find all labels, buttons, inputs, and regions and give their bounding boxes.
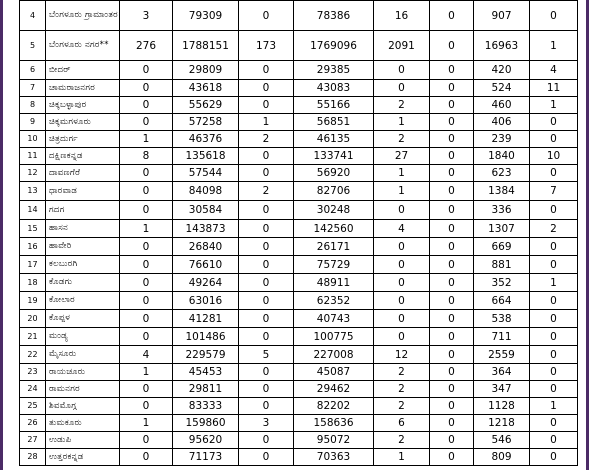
- col-1-cell: 4: [120, 346, 173, 364]
- col-5-cell: 12: [374, 346, 430, 364]
- col-7-cell: 336: [474, 201, 530, 220]
- district-name-cell: ಬೆಂಗಳೂರು ನಗರ**: [46, 31, 120, 61]
- col-4-cell: 29385: [294, 61, 374, 80]
- col-6-cell: 0: [430, 148, 474, 165]
- col-2-cell: 101486: [173, 328, 239, 346]
- col-3-cell: 0: [239, 165, 294, 182]
- col-3-cell: 0: [239, 80, 294, 97]
- sl-no-cell: 24: [20, 381, 46, 398]
- col-2-cell: 76610: [173, 256, 239, 274]
- col-7-cell: 669: [474, 238, 530, 256]
- col-1-cell: 0: [120, 274, 173, 292]
- col-5-cell: 0: [374, 310, 430, 328]
- district-name-cell: ಕೊಪ್ಪಳ: [46, 310, 120, 328]
- district-name-cell: ಮೈಸೂರು: [46, 346, 120, 364]
- table-row: [20, 398, 578, 415]
- col-3-cell: 0: [239, 148, 294, 165]
- sl-no-cell: 17: [20, 256, 46, 274]
- col-5-cell: 0: [374, 238, 430, 256]
- col-1-cell: 8: [120, 148, 173, 165]
- col-6-cell: 0: [430, 328, 474, 346]
- col-3-cell: 0: [239, 61, 294, 80]
- sl-no-cell: 18: [20, 274, 46, 292]
- col-4-cell: 56920: [294, 165, 374, 182]
- table-row: [20, 182, 578, 201]
- col-6-cell: 0: [430, 182, 474, 201]
- col-8-cell: 0: [530, 346, 578, 364]
- col-1-cell: 0: [120, 61, 173, 80]
- col-1-cell: 0: [120, 114, 173, 131]
- col-3-cell: 3: [239, 415, 294, 432]
- sl-no-cell: 6: [20, 61, 46, 80]
- col-4-cell: 29462: [294, 381, 374, 398]
- district-name-cell: ಹಾವೇರಿ: [46, 238, 120, 256]
- table-row: [20, 80, 578, 97]
- col-8-cell: 0: [530, 238, 578, 256]
- col-2-cell: 95620: [173, 432, 239, 449]
- col-7-cell: 16963: [474, 31, 530, 61]
- col-5-cell: 2: [374, 381, 430, 398]
- table-row: [20, 346, 578, 364]
- right-border-bar: [586, 0, 589, 470]
- col-2-cell: 63016: [173, 292, 239, 310]
- col-8-cell: 0: [530, 1, 578, 31]
- sl-no-cell: 16: [20, 238, 46, 256]
- table-body: [20, 1, 578, 466]
- col-8-cell: 1: [530, 97, 578, 114]
- district-name-cell: ದಾವಣಗೆರೆ: [46, 165, 120, 182]
- col-2-cell: 26840: [173, 238, 239, 256]
- col-7-cell: 1384: [474, 182, 530, 201]
- district-name-cell: ಕೊಡಗು: [46, 274, 120, 292]
- district-name-cell: ಧಾರವಾಡ: [46, 182, 120, 201]
- col-5-cell: 0: [374, 256, 430, 274]
- table-row: [20, 274, 578, 292]
- sl-no-cell: 20: [20, 310, 46, 328]
- col-4-cell: 1769096: [294, 31, 374, 61]
- col-1-cell: 0: [120, 238, 173, 256]
- col-2-cell: 143873: [173, 220, 239, 238]
- col-5-cell: 0: [374, 61, 430, 80]
- col-3-cell: 0: [239, 432, 294, 449]
- col-4-cell: 45087: [294, 364, 374, 381]
- col-7-cell: 623: [474, 165, 530, 182]
- col-3-cell: 0: [239, 449, 294, 466]
- col-2-cell: 1788151: [173, 31, 239, 61]
- col-1-cell: 0: [120, 310, 173, 328]
- col-7-cell: 1128: [474, 398, 530, 415]
- col-8-cell: 7: [530, 182, 578, 201]
- col-2-cell: 29811: [173, 381, 239, 398]
- col-4-cell: 43083: [294, 80, 374, 97]
- table-row: [20, 292, 578, 310]
- district-name-cell: ಗದಗ: [46, 201, 120, 220]
- col-7-cell: 364: [474, 364, 530, 381]
- col-7-cell: 524: [474, 80, 530, 97]
- col-6-cell: 0: [430, 165, 474, 182]
- district-name-cell: ರಾಯಚೂರು: [46, 364, 120, 381]
- col-6-cell: 0: [430, 201, 474, 220]
- district-name-cell: ಮಂಡ್ಯ: [46, 328, 120, 346]
- col-7-cell: 2559: [474, 346, 530, 364]
- col-6-cell: 0: [430, 61, 474, 80]
- col-6-cell: 0: [430, 432, 474, 449]
- col-7-cell: 538: [474, 310, 530, 328]
- sl-no-cell: 12: [20, 165, 46, 182]
- col-8-cell: 0: [530, 310, 578, 328]
- district-name-cell: ಬೆಂಗಳೂರು ಗ್ರಾಮಾಂತರ: [46, 1, 120, 31]
- col-5-cell: 4: [374, 220, 430, 238]
- col-1-cell: 3: [120, 1, 173, 31]
- col-4-cell: 40743: [294, 310, 374, 328]
- col-1-cell: 0: [120, 80, 173, 97]
- col-3-cell: 0: [239, 364, 294, 381]
- district-name-cell: ಚಿಕ್ಕಮಗಳೂರು: [46, 114, 120, 131]
- col-3-cell: 0: [239, 381, 294, 398]
- col-8-cell: 0: [530, 432, 578, 449]
- col-4-cell: 158636: [294, 415, 374, 432]
- sl-no-cell: 8: [20, 97, 46, 114]
- col-6-cell: 0: [430, 131, 474, 148]
- col-1-cell: 0: [120, 256, 173, 274]
- district-name-cell: ಕಲಬುರಗಿ: [46, 256, 120, 274]
- col-2-cell: 57258: [173, 114, 239, 131]
- col-5-cell: 1: [374, 114, 430, 131]
- col-8-cell: 0: [530, 415, 578, 432]
- col-6-cell: 0: [430, 364, 474, 381]
- sl-no-cell: 9: [20, 114, 46, 131]
- col-6-cell: 0: [430, 346, 474, 364]
- col-8-cell: 10: [530, 148, 578, 165]
- col-5-cell: 2: [374, 97, 430, 114]
- col-6-cell: 0: [430, 381, 474, 398]
- district-name-cell: ದಕ್ಷಿಣಕನ್ನಡ: [46, 148, 120, 165]
- col-6-cell: 0: [430, 449, 474, 466]
- sl-no-cell: 27: [20, 432, 46, 449]
- col-5-cell: 1: [374, 449, 430, 466]
- col-7-cell: 1218: [474, 415, 530, 432]
- col-4-cell: 55166: [294, 97, 374, 114]
- col-1-cell: 1: [120, 364, 173, 381]
- sl-no-cell: 15: [20, 220, 46, 238]
- col-4-cell: 26171: [294, 238, 374, 256]
- table-row: [20, 238, 578, 256]
- table-row: [20, 114, 578, 131]
- col-7-cell: 881: [474, 256, 530, 274]
- col-6-cell: 0: [430, 292, 474, 310]
- col-4-cell: 133741: [294, 148, 374, 165]
- col-4-cell: 78386: [294, 1, 374, 31]
- col-5-cell: 2: [374, 432, 430, 449]
- col-7-cell: 406: [474, 114, 530, 131]
- col-6-cell: 0: [430, 31, 474, 61]
- col-4-cell: 56851: [294, 114, 374, 131]
- col-2-cell: 45453: [173, 364, 239, 381]
- col-4-cell: 75729: [294, 256, 374, 274]
- col-5-cell: 27: [374, 148, 430, 165]
- col-2-cell: 49264: [173, 274, 239, 292]
- col-5-cell: 0: [374, 292, 430, 310]
- col-5-cell: 0: [374, 274, 430, 292]
- col-2-cell: 135618: [173, 148, 239, 165]
- col-1-cell: 0: [120, 449, 173, 466]
- table-row: [20, 165, 578, 182]
- sl-no-cell: 26: [20, 415, 46, 432]
- col-7-cell: 239: [474, 131, 530, 148]
- table-row: [20, 328, 578, 346]
- col-1-cell: 0: [120, 381, 173, 398]
- col-3-cell: 0: [239, 256, 294, 274]
- col-2-cell: 71173: [173, 449, 239, 466]
- col-1-cell: 0: [120, 165, 173, 182]
- col-4-cell: 227008: [294, 346, 374, 364]
- table-row: [20, 131, 578, 148]
- col-3-cell: 0: [239, 97, 294, 114]
- sl-no-cell: 23: [20, 364, 46, 381]
- table-row: [20, 310, 578, 328]
- district-covid-table: [19, 0, 578, 466]
- col-7-cell: 711: [474, 328, 530, 346]
- col-7-cell: 664: [474, 292, 530, 310]
- col-3-cell: 0: [239, 238, 294, 256]
- col-8-cell: 1: [530, 398, 578, 415]
- col-8-cell: 0: [530, 364, 578, 381]
- col-6-cell: 0: [430, 398, 474, 415]
- col-4-cell: 48911: [294, 274, 374, 292]
- col-4-cell: 82202: [294, 398, 374, 415]
- col-5-cell: 0: [374, 328, 430, 346]
- col-2-cell: 30584: [173, 201, 239, 220]
- col-3-cell: 5: [239, 346, 294, 364]
- col-8-cell: 1: [530, 274, 578, 292]
- col-2-cell: 83333: [173, 398, 239, 415]
- col-8-cell: 0: [530, 114, 578, 131]
- col-1-cell: 0: [120, 182, 173, 201]
- col-1-cell: 1: [120, 415, 173, 432]
- col-2-cell: 229579: [173, 346, 239, 364]
- col-3-cell: 1: [239, 114, 294, 131]
- col-1-cell: 276: [120, 31, 173, 61]
- sl-no-cell: 7: [20, 80, 46, 97]
- sl-no-cell: 13: [20, 182, 46, 201]
- col-3-cell: 0: [239, 201, 294, 220]
- col-7-cell: 460: [474, 97, 530, 114]
- table-row: [20, 364, 578, 381]
- col-6-cell: 0: [430, 80, 474, 97]
- col-6-cell: 0: [430, 310, 474, 328]
- col-7-cell: 1307: [474, 220, 530, 238]
- col-3-cell: 0: [239, 1, 294, 31]
- col-3-cell: 0: [239, 292, 294, 310]
- left-border-bar: [0, 0, 3, 470]
- table-row: [20, 97, 578, 114]
- col-2-cell: 79309: [173, 1, 239, 31]
- col-1-cell: 0: [120, 97, 173, 114]
- district-name-cell: ಉತ್ತರಕನ್ನಡ: [46, 449, 120, 466]
- col-3-cell: 0: [239, 220, 294, 238]
- col-4-cell: 95072: [294, 432, 374, 449]
- district-name-cell: ಉಡುಪಿ: [46, 432, 120, 449]
- col-2-cell: 29809: [173, 61, 239, 80]
- col-1-cell: 0: [120, 328, 173, 346]
- col-8-cell: 0: [530, 328, 578, 346]
- sl-no-cell: 10: [20, 131, 46, 148]
- sl-no-cell: 28: [20, 449, 46, 466]
- col-2-cell: 43618: [173, 80, 239, 97]
- col-2-cell: 84098: [173, 182, 239, 201]
- col-1-cell: 1: [120, 131, 173, 148]
- col-5-cell: 6: [374, 415, 430, 432]
- col-8-cell: 0: [530, 131, 578, 148]
- table-row: [20, 1, 578, 31]
- col-1-cell: 0: [120, 398, 173, 415]
- col-5-cell: 2091: [374, 31, 430, 61]
- col-4-cell: 142560: [294, 220, 374, 238]
- col-8-cell: 11: [530, 80, 578, 97]
- col-6-cell: 0: [430, 274, 474, 292]
- col-1-cell: 0: [120, 292, 173, 310]
- sl-no-cell: 21: [20, 328, 46, 346]
- col-3-cell: 0: [239, 310, 294, 328]
- table-row: [20, 220, 578, 238]
- col-1-cell: 0: [120, 432, 173, 449]
- col-5-cell: 2: [374, 364, 430, 381]
- table-row: [20, 381, 578, 398]
- col-3-cell: 2: [239, 182, 294, 201]
- col-6-cell: 0: [430, 114, 474, 131]
- table-row: [20, 148, 578, 165]
- col-2-cell: 55629: [173, 97, 239, 114]
- col-5-cell: 2: [374, 131, 430, 148]
- col-8-cell: 0: [530, 292, 578, 310]
- col-7-cell: 809: [474, 449, 530, 466]
- table-row: [20, 449, 578, 466]
- district-name-cell: ಚಿತ್ರದುರ್ಗ: [46, 131, 120, 148]
- col-4-cell: 70363: [294, 449, 374, 466]
- col-8-cell: 1: [530, 31, 578, 61]
- sl-no-cell: 25: [20, 398, 46, 415]
- col-2-cell: 57544: [173, 165, 239, 182]
- col-7-cell: 546: [474, 432, 530, 449]
- col-3-cell: 0: [239, 274, 294, 292]
- col-8-cell: 4: [530, 61, 578, 80]
- col-2-cell: 41281: [173, 310, 239, 328]
- col-5-cell: 16: [374, 1, 430, 31]
- col-3-cell: 0: [239, 398, 294, 415]
- col-4-cell: 82706: [294, 182, 374, 201]
- sl-no-cell: 14: [20, 201, 46, 220]
- sl-no-cell: 11: [20, 148, 46, 165]
- col-8-cell: 0: [530, 256, 578, 274]
- district-name-cell: ಕೋಲಾರ: [46, 292, 120, 310]
- col-5-cell: 1: [374, 165, 430, 182]
- col-7-cell: 907: [474, 1, 530, 31]
- sl-no-cell: 4: [20, 1, 46, 31]
- col-4-cell: 46135: [294, 131, 374, 148]
- col-8-cell: 0: [530, 165, 578, 182]
- district-name-cell: ಚಿಕ್ಕಬಳ್ಳಾಪುರ: [46, 97, 120, 114]
- table-row: [20, 256, 578, 274]
- table-row: [20, 432, 578, 449]
- col-7-cell: 420: [474, 61, 530, 80]
- col-4-cell: 30248: [294, 201, 374, 220]
- col-5-cell: 0: [374, 201, 430, 220]
- col-2-cell: 159860: [173, 415, 239, 432]
- table-row: [20, 61, 578, 80]
- district-name-cell: ಶಿವಮೊಗ್ಗ: [46, 398, 120, 415]
- col-3-cell: 2: [239, 131, 294, 148]
- table-row: [20, 201, 578, 220]
- col-4-cell: 100775: [294, 328, 374, 346]
- col-7-cell: 1840: [474, 148, 530, 165]
- col-2-cell: 46376: [173, 131, 239, 148]
- district-name-cell: ರಾಮನಗರ: [46, 381, 120, 398]
- district-name-cell: ಹಾಸನ: [46, 220, 120, 238]
- table-row: [20, 415, 578, 432]
- district-name-cell: ತುಮಕೂರು: [46, 415, 120, 432]
- district-name-cell: ಬೀದರ್: [46, 61, 120, 80]
- col-8-cell: 2: [530, 220, 578, 238]
- col-6-cell: 0: [430, 415, 474, 432]
- col-6-cell: 0: [430, 256, 474, 274]
- col-5-cell: 2: [374, 398, 430, 415]
- table-row: [20, 31, 578, 61]
- district-name-cell: ಚಾಮರಾಜನಗರ: [46, 80, 120, 97]
- col-1-cell: 1: [120, 220, 173, 238]
- sl-no-cell: 5: [20, 31, 46, 61]
- col-1-cell: 0: [120, 201, 173, 220]
- sl-no-cell: 22: [20, 346, 46, 364]
- col-6-cell: 0: [430, 97, 474, 114]
- col-7-cell: 347: [474, 381, 530, 398]
- col-8-cell: 0: [530, 449, 578, 466]
- col-8-cell: 0: [530, 381, 578, 398]
- col-8-cell: 0: [530, 201, 578, 220]
- col-5-cell: 0: [374, 80, 430, 97]
- sl-no-cell: 19: [20, 292, 46, 310]
- col-6-cell: 0: [430, 238, 474, 256]
- col-6-cell: 0: [430, 220, 474, 238]
- col-3-cell: 0: [239, 328, 294, 346]
- col-7-cell: 352: [474, 274, 530, 292]
- col-4-cell: 62352: [294, 292, 374, 310]
- col-5-cell: 1: [374, 182, 430, 201]
- col-6-cell: 0: [430, 1, 474, 31]
- col-3-cell: 173: [239, 31, 294, 61]
